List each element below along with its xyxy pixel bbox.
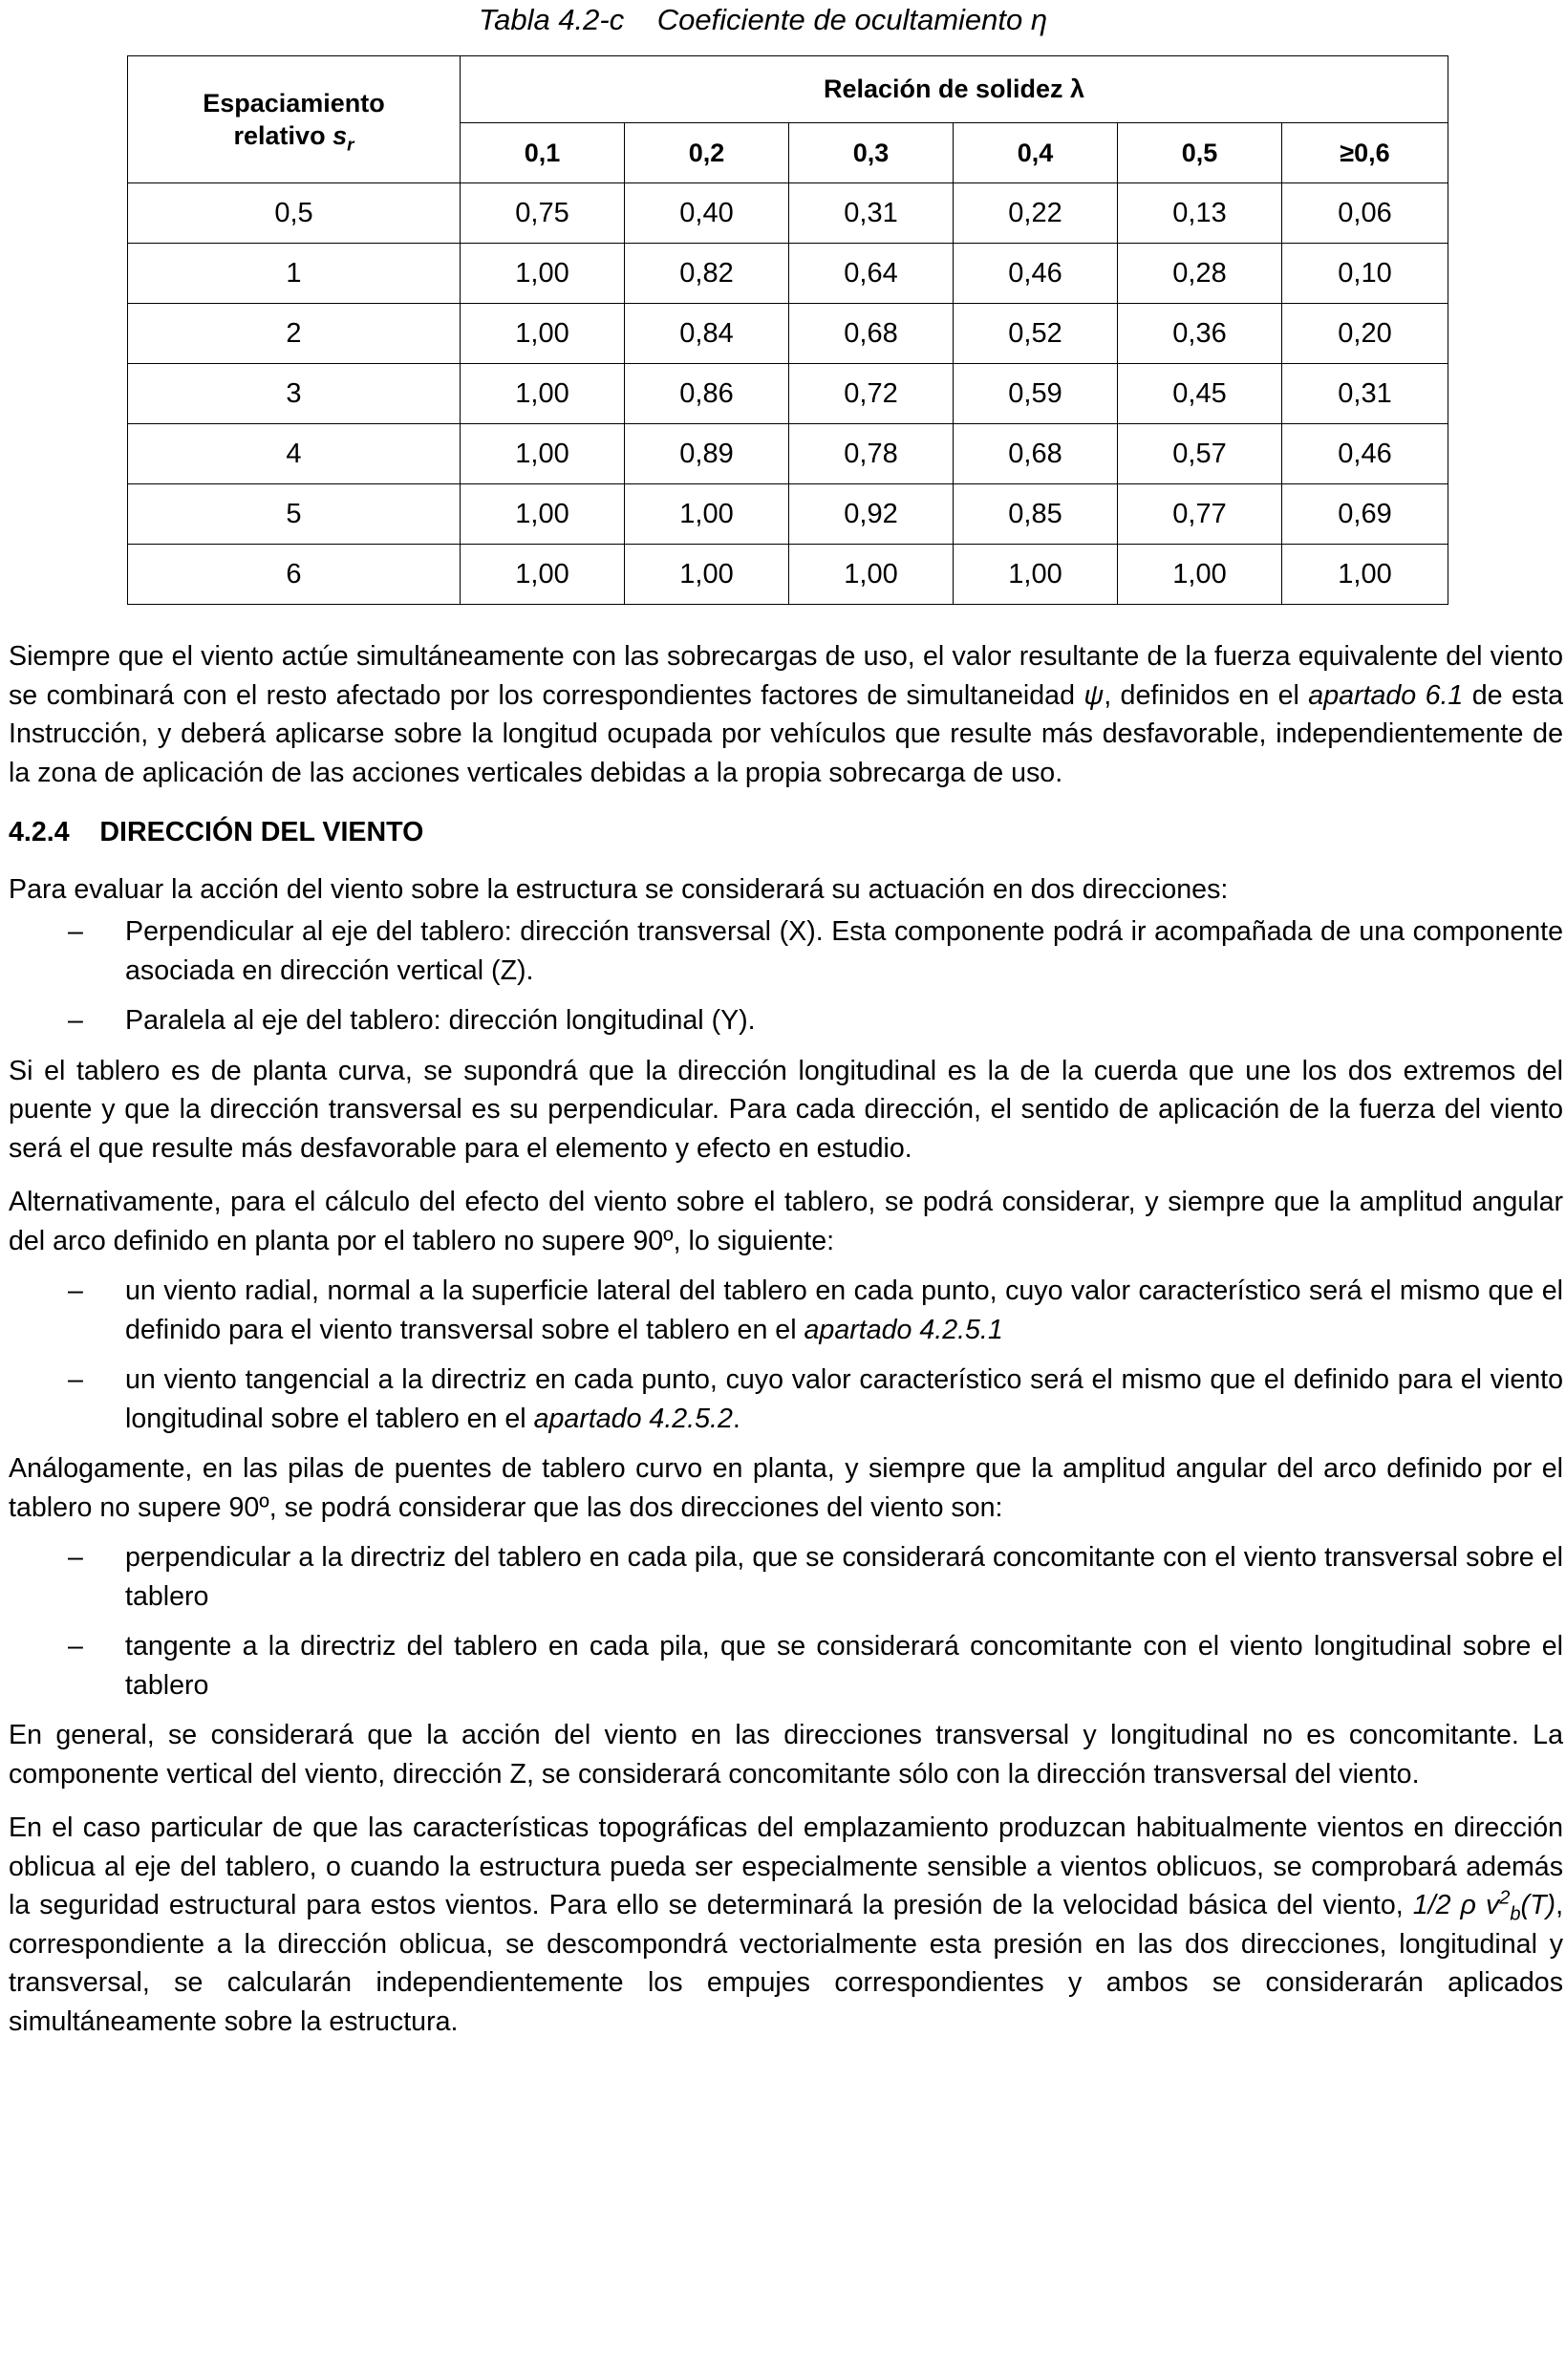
coefficient-cell: 0,68: [954, 424, 1118, 484]
table-row: [128, 244, 1448, 304]
table-row: [128, 304, 1448, 364]
coefficient-cell: 1,00: [789, 545, 954, 605]
coefficient-cell: 1,00: [461, 545, 625, 605]
coefficient-cell: 0,10: [1282, 244, 1448, 304]
table-row: [128, 484, 1448, 545]
coefficient-cell: 0,45: [1118, 364, 1282, 424]
paragraph-piers: Análogamente, en las pilas de puentes de tablero curvo en planta, y siempre que la amplitud angular del arco definido por el tablero no supere 90º, se podrá considerar que las dos direcciones del viento son:: [9, 1453, 1563, 1523]
table-caption-number: Tabla 4.2-c: [479, 3, 625, 36]
table-body: [128, 183, 1448, 605]
coefficient-cell: 1,00: [625, 545, 789, 605]
coefficient-cell: 1,00: [461, 484, 625, 545]
coefficient-cell: 0,68: [789, 304, 954, 364]
spacing-value-cell: 5: [128, 484, 461, 545]
coefficient-cell: 0,92: [789, 484, 954, 545]
coefficient-cell: 1,00: [954, 545, 1118, 605]
coefficient-cell: 0,06: [1282, 183, 1448, 244]
coefficient-cell: 0,52: [954, 304, 1118, 364]
table-row: [128, 364, 1448, 424]
coefficient-cell: 0,13: [1118, 183, 1282, 244]
spacing-value-cell: 2: [128, 304, 461, 364]
solidity-column-header: 0,5: [1118, 123, 1282, 183]
coefficient-cell: 0,46: [954, 244, 1118, 304]
paragraph-alternative: Alternativamente, para el cálculo del efecto del viento sobre el tablero, se podrá considerar, y siempre que la amplitud angular del arco definido en planta por el tablero no supere 90º, lo siguiente:: [9, 1187, 1563, 1256]
paragraph-curved-deck: Si el tablero es de planta curva, se supondrá que la dirección longitudinal es la de la cuerda que une los dos extremos del puente y que la dirección transversal es su perpendicular. Para cada dirección, el sentido de aplicación de la fuerza del viento será el que resulte más desfavorable para el elemento y efecto en estudio.: [9, 1055, 1563, 1164]
section-number: 4.2.4: [9, 817, 70, 847]
coefficient-cell: 1,00: [461, 364, 625, 424]
spacing-header-line2: relativo: [233, 121, 326, 150]
coefficient-cell: 0,46: [1282, 424, 1448, 484]
coefficient-cell: 0,72: [789, 364, 954, 424]
list-item: – Paralela al eje del tablero: dirección longitudinal (Y).: [9, 1001, 1563, 1040]
paragraph-directions: Para evaluar la acción del viento sobre la estructura se considerará su actuación en dos direcciones:: [9, 873, 1229, 905]
coefficient-cell: 0,22: [954, 183, 1118, 244]
solidity-group-header: Relación de solidez λ: [461, 56, 1448, 123]
coefficient-cell: 0,69: [1282, 484, 1448, 545]
coefficient-cell: 0,28: [1118, 244, 1282, 304]
list-item: – un viento tangencial a la directriz en cada punto, cuyo valor característico será el mismo que el definido para el viento longitudinal sobre el tablero en el apartado 4.2.5.2.: [9, 1361, 1563, 1438]
coefficient-cell: 0,57: [1118, 424, 1282, 484]
section-heading: [9, 813, 1563, 852]
coefficient-cell: 0,85: [954, 484, 1118, 545]
coefficient-cell: 1,00: [1282, 545, 1448, 605]
coefficient-cell: 1,00: [625, 484, 789, 545]
dash-bullet: –: [68, 1005, 83, 1036]
velocity-pressure-formula: 1/2 ρ $v^2_b(T)$: [1412, 1887, 1556, 1925]
psi-symbol: ψ: [1083, 679, 1105, 711]
solidity-column-header: 0,1: [461, 123, 625, 183]
table-row: [128, 424, 1448, 484]
coefficient-cell: 0,20: [1282, 304, 1448, 364]
table-caption: [479, 0, 1047, 40]
coefficient-cell: 1,00: [461, 304, 625, 364]
dash-bullet: –: [68, 916, 83, 947]
ref-apartado-4-2-5-1: apartado 4.2.5.1: [804, 1314, 1003, 1345]
dash-bullet: –: [68, 1542, 83, 1573]
coefficient-cell: 0,36: [1118, 304, 1282, 364]
spacing-header-line1: Espaciamiento: [203, 89, 385, 118]
paragraph-concomitance: En general, se considerará que la acción del viento en las direcciones transversal y longitudinal no es concomitante. La componente vertical del viento, dirección Z, se considerará concomitante sólo con la dirección transversal del viento.: [9, 1720, 1563, 1790]
spacing-header: [128, 56, 461, 183]
solidity-column-header: 0,4: [954, 123, 1118, 183]
coefficient-cell: 1,00: [1118, 545, 1282, 605]
table-caption-title: Coeficiente de ocultamiento η: [656, 3, 1048, 36]
spacing-value-cell: 3: [128, 364, 461, 424]
paragraph-oblique-wind: En el caso particular de que las características topográficas del emplazamiento produzcan habitualmente vientos en dirección oblicua al eje del tablero, o cuando la estructura pueda ser especialmente sensible a vientos oblicuos, se comprobará además la seguridad estructural para estos vientos. Para ello se determinará la presión de la velocidad básica del viento, 1/2 ρ $v^2_b(T)$, correspondiente a la dirección oblicua, se descompondrá vectorialmente esta presión en las dos direcciones, longitudinal y transversal, se calcularán independientemente los empujes correspondientes y ambos se considerarán aplicados simultáneamente sobre la estructura.: [9, 1812, 1564, 2037]
coefficient-cell: 0,86: [625, 364, 789, 424]
coefficient-cell: 0,78: [789, 424, 954, 484]
list-item: – un viento radial, normal a la superficie lateral del tablero en cada punto, cuyo valor característico será el mismo que el definido para el viento transversal sobre el tablero en el apartado 4.2.5.1: [9, 1272, 1563, 1349]
coefficient-cell: 0,75: [461, 183, 625, 244]
spacing-value-cell: 4: [128, 424, 461, 484]
coefficient-cell: 1,00: [461, 244, 625, 304]
coefficient-cell: 0,89: [625, 424, 789, 484]
solidity-column-header: 0,3: [789, 123, 954, 183]
coefficient-cell: 0,31: [1282, 364, 1448, 424]
ref-apartado-4-2-5-2: apartado 4.2.5.2: [533, 1403, 733, 1434]
list-item: – Perpendicular al eje del tablero: dirección transversal (X). Esta componente podrá ir acompañada de una componente asociada en dirección vertical (Z).: [9, 912, 1563, 990]
spacing-value-cell: 1: [128, 244, 461, 304]
table-row: [128, 183, 1448, 244]
paragraph-simultaneity: Siempre que el viento actúe simultáneamente con las sobrecargas de uso, el valor resultante de la fuerza equivalente del viento se combinará con el resto afectado por los correspondientes factores de simultaneidad ψ, definidos en el apartado 6.1 de esta Instrucción, y deberá aplicarse sobre la longitud ocupada por vehículos que resulte más desfavorable, independientemente de la zona de aplicación de las acciones verticales debidas a la propia sobrecarga de uso.: [9, 641, 1564, 788]
spacing-value-cell: 6: [128, 545, 461, 605]
spacing-value-cell: 0,5: [128, 183, 461, 244]
solidity-column-header: 0,2: [625, 123, 789, 183]
table-row: [128, 545, 1448, 605]
dash-bullet: –: [68, 1631, 83, 1662]
coefficient-cell: 0,59: [954, 364, 1118, 424]
coefficient-cell: 0,77: [1118, 484, 1282, 545]
list-item: – tangente a la directriz del tablero en cada pila, que se considerará concomitante con el viento longitudinal sobre el tablero: [9, 1627, 1563, 1705]
text-body: [9, 637, 1563, 2041]
occultation-table: [127, 55, 1448, 605]
coefficient-cell: 0,82: [625, 244, 789, 304]
coefficient-cell: 0,84: [625, 304, 789, 364]
coefficient-cell: 1,00: [461, 424, 625, 484]
coefficient-cell: 0,31: [789, 183, 954, 244]
coefficient-cell: 0,40: [625, 183, 789, 244]
dash-bullet: –: [68, 1276, 83, 1306]
section-title: DIRECCIÓN DEL VIENTO: [99, 817, 424, 847]
list-item: – perpendicular a la directriz del tablero en cada pila, que se considerará concomitante con el viento transversal sobre el tablero: [9, 1538, 1563, 1616]
spacing-symbol: $s_r$: [333, 121, 354, 156]
dash-bullet: –: [68, 1364, 83, 1395]
solidity-column-header: ≥0,6: [1282, 123, 1448, 183]
ref-apartado-6-1: apartado 6.1: [1308, 679, 1464, 711]
coefficient-cell: 0,64: [789, 244, 954, 304]
